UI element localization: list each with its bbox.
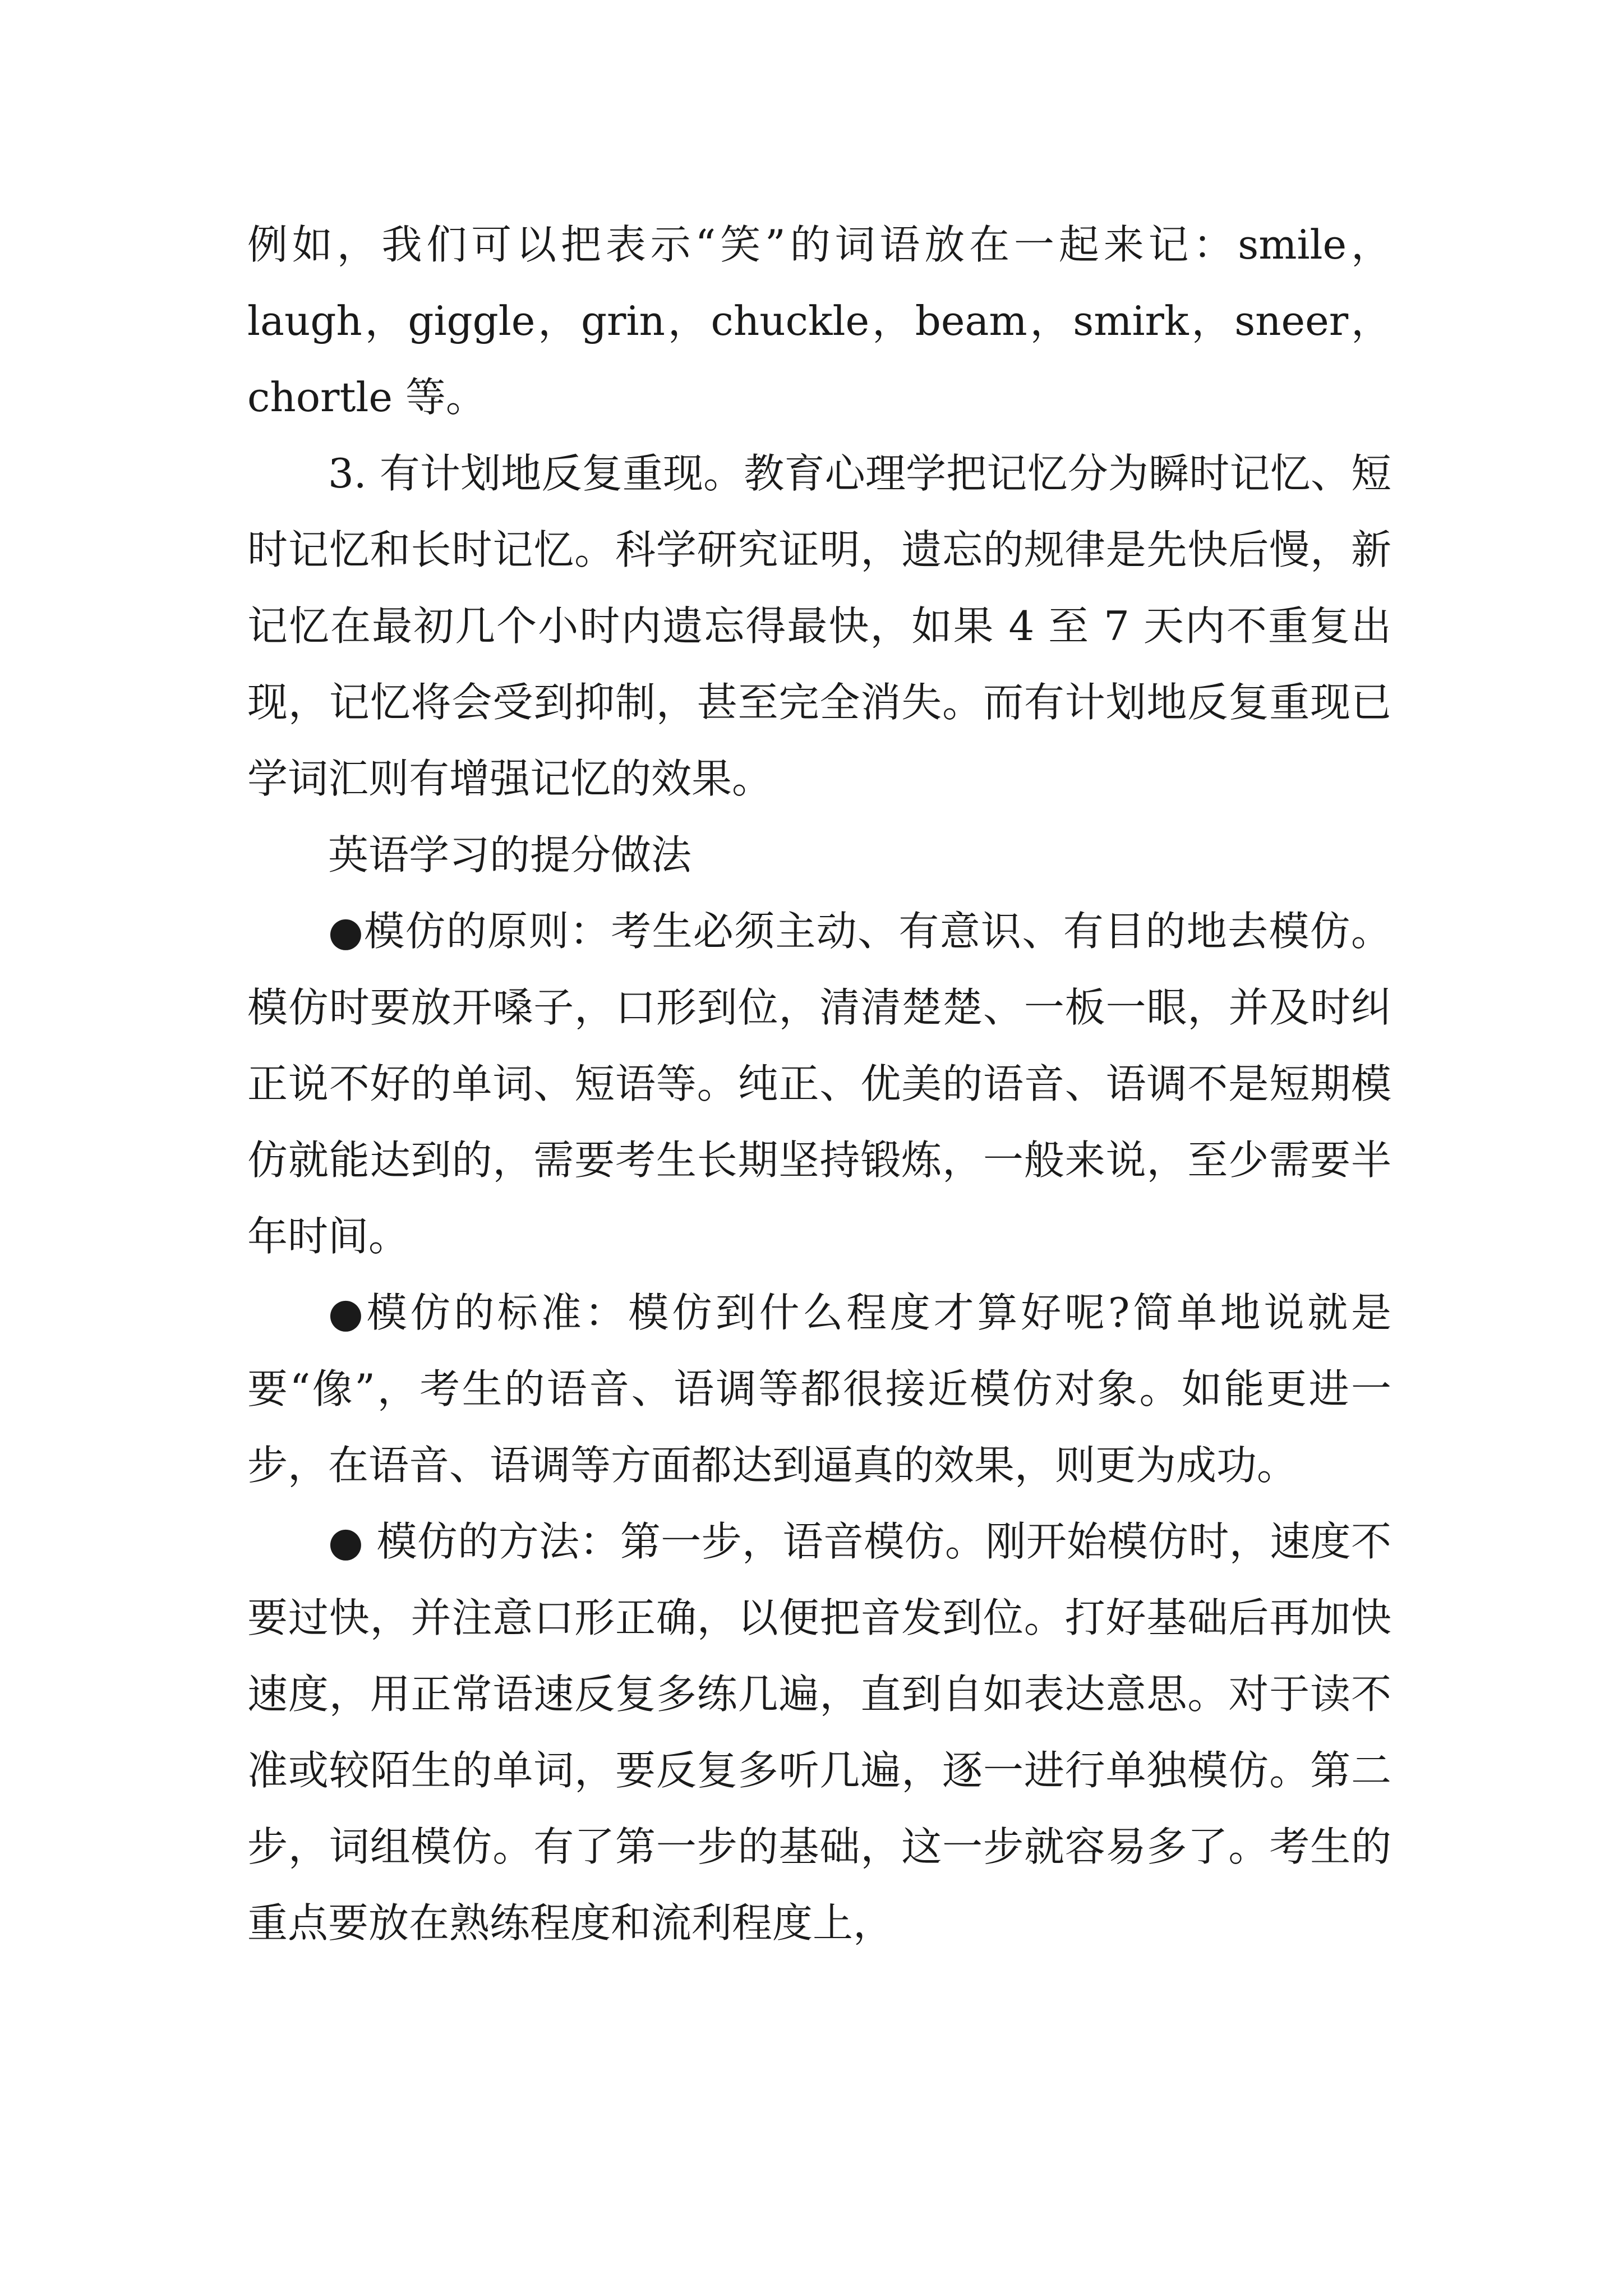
paragraph-imitation-method: ● 模仿的方法：第一步，语音模仿。刚开始模仿时，速度不要过快，并注意口形正确，以便把音发到位。打好基础后再加快速度，用正常语速反复多练几遍，直到自如表达意思。对于读不准或较陌生的单词，要反复多听几遍，逐一进行单独模仿。第二步，词组模仿。有了第一步的基础，这一步就容易多了。考生的重点要放在熟练程度和流利程度上， bbox=[247, 1518, 1391, 1947]
document-body bbox=[247, 206, 1391, 1961]
section-heading: 英语学习的提分做法 bbox=[328, 831, 692, 878]
paragraph-imitation-principle: ●模仿的原则：考生必须主动、有意识、有目的地去模仿。模仿时要放开嗓子，口形到位，清清楚楚、一板一眼，并及时纠正说不好的单词、短语等。纯正、优美的语音、语调不是短期模仿就能达到的，需要考生长期坚持锻炼，一般来说，至少需要半年时间。 bbox=[247, 908, 1391, 1260]
paragraph-imitation-standard: ●模仿的标准：模仿到什么程度才算好呢?简单地说就是要“像”，考生的语音、语调等都很接近模仿对象。如能更进一步，在语音、语调等方面都达到逼真的效果，则更为成功。 bbox=[247, 1289, 1391, 1489]
paragraph-repetition: 3. 有计划地反复重现。教育心理学把记忆分为瞬时记忆、短时记忆和长时记忆。科学研究证明，遗忘的规律是先快后慢，新记忆在最初几个小时内遗忘得最快，如果 4 至 7 天内不重复出现，记忆将会受到抑制，甚至完全消失。而有计划地反复重现已学词汇则有增强记忆的效果。 bbox=[247, 450, 1391, 802]
paragraph-laugh-words: 例如，我们可以把表示“笑”的词语放在一起来记：smile，laugh，giggle，grin，chuckle，beam，smirk，sneer，chortle 等。 bbox=[247, 221, 1391, 421]
